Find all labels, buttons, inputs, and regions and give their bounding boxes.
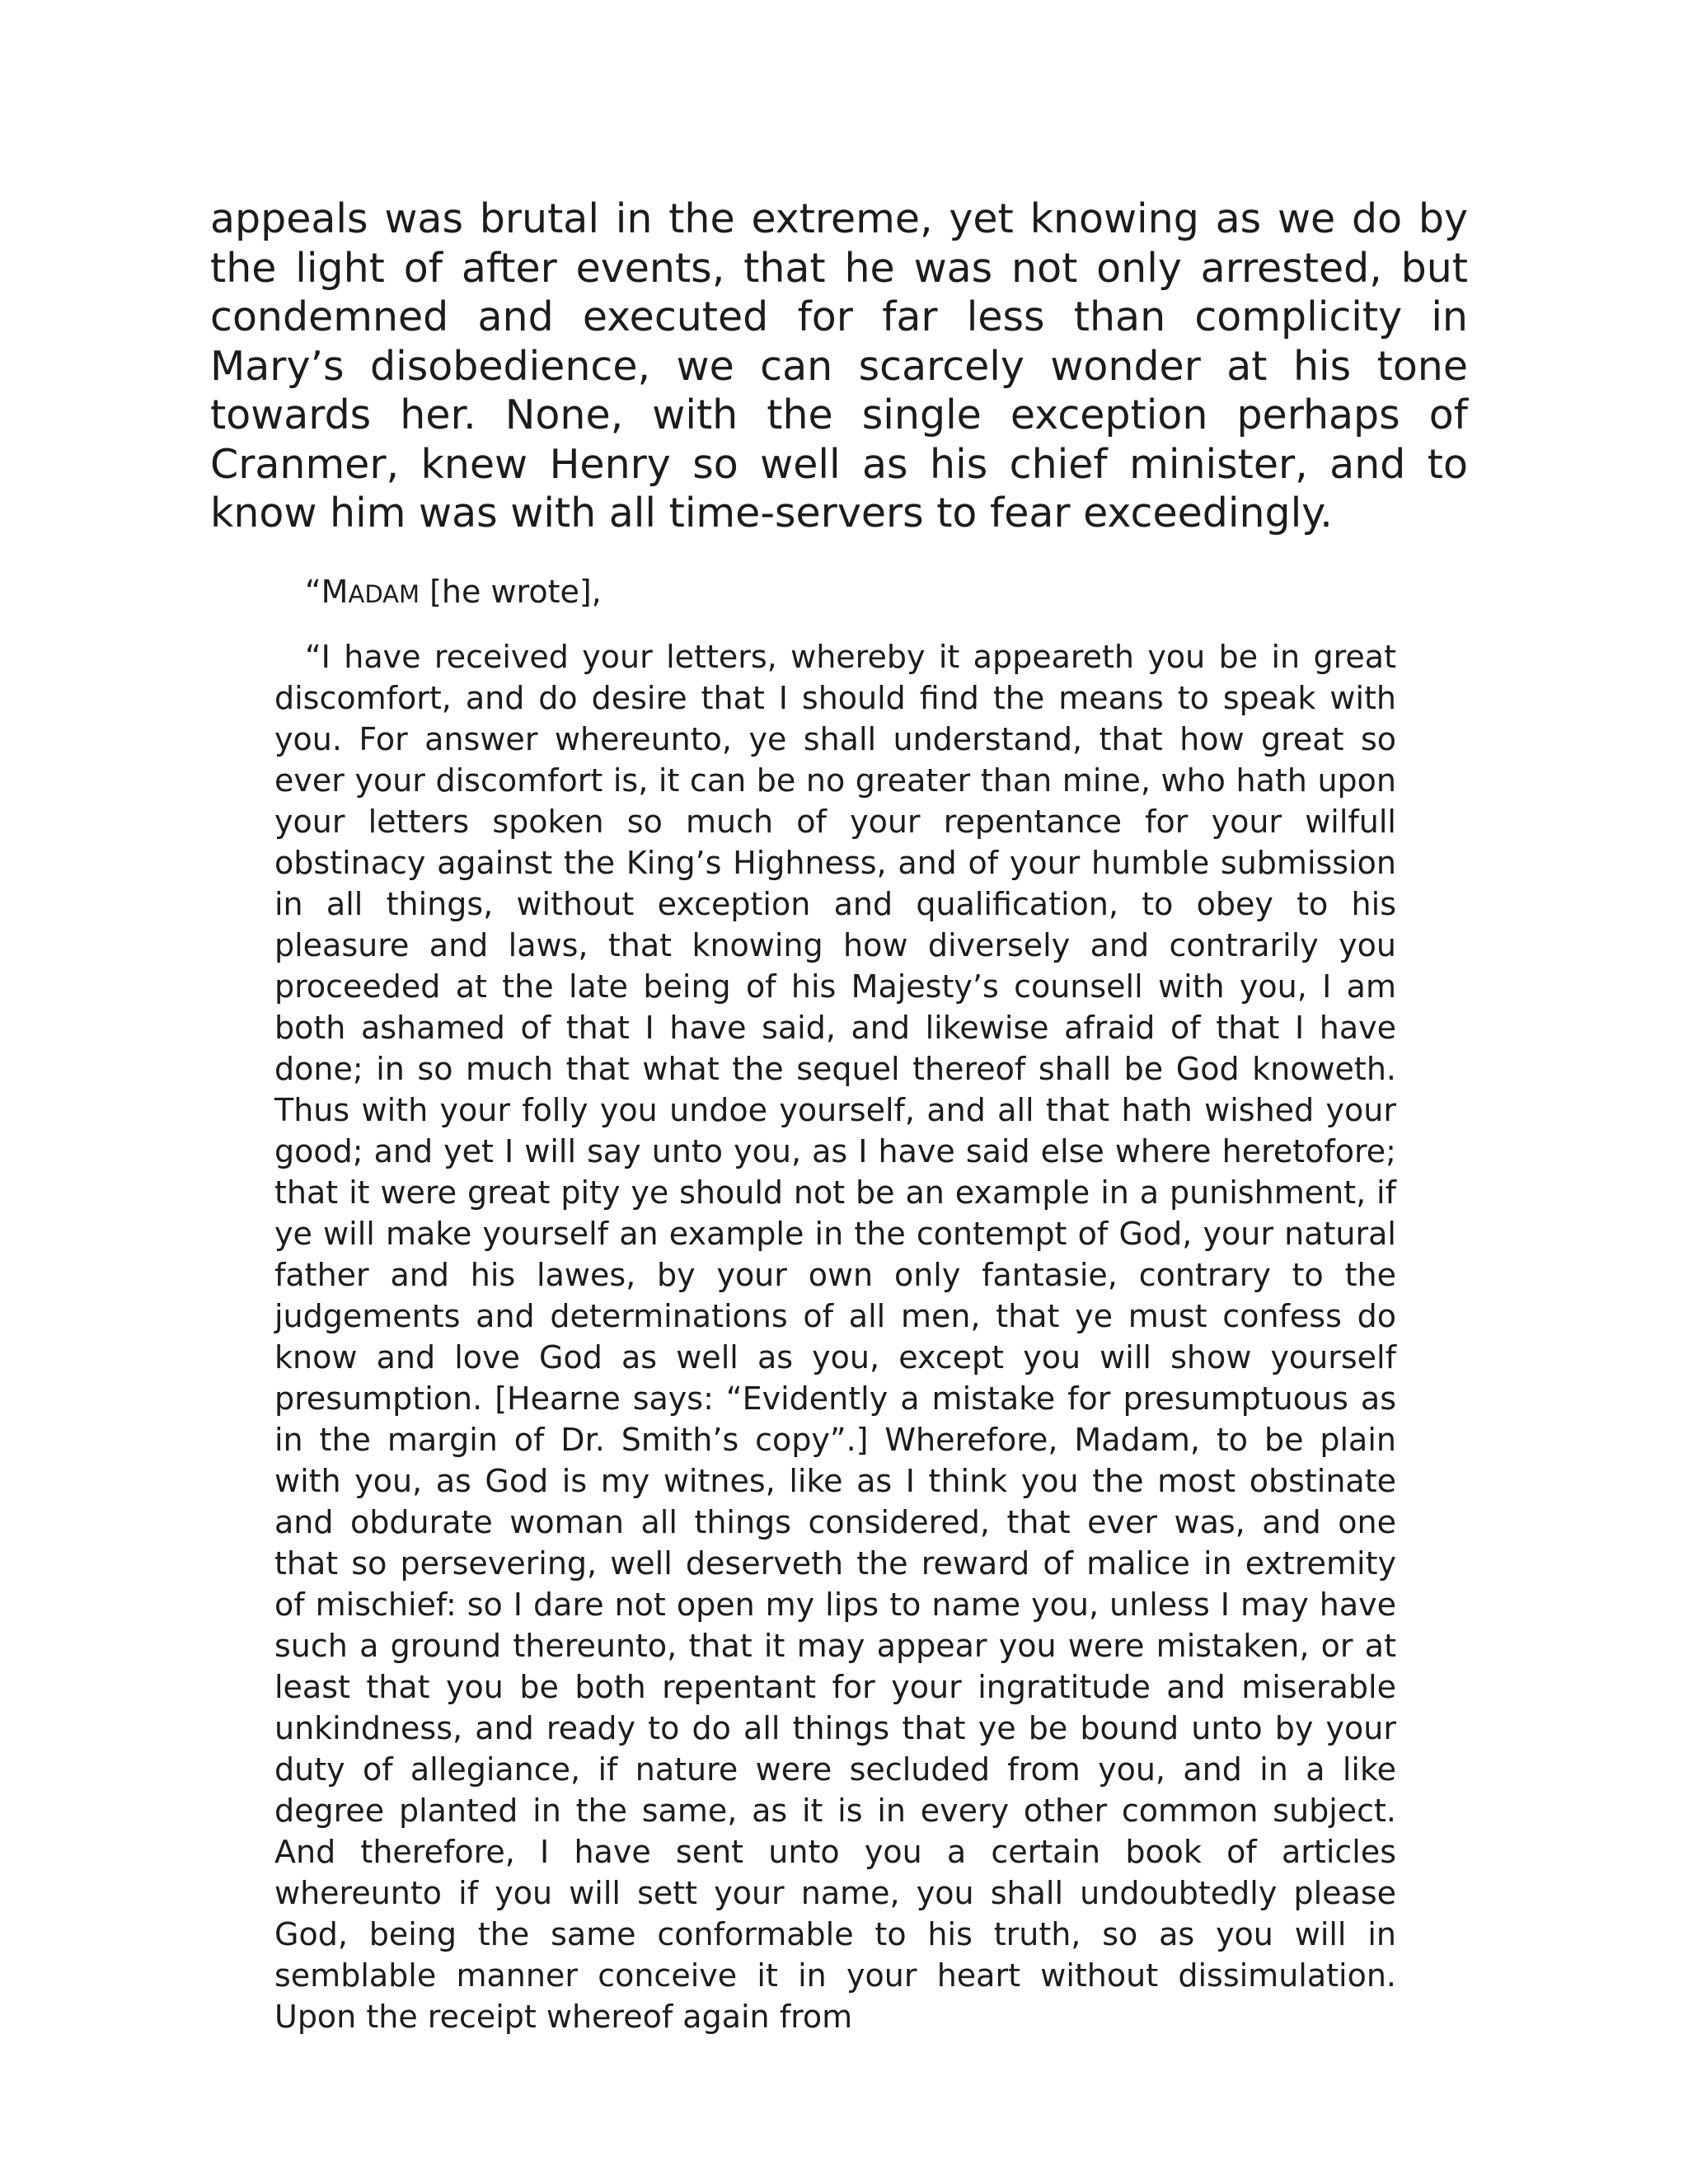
salutation-smallcaps: ADAM <box>348 580 420 608</box>
letter-body: “I have received your letters, whereby it appeareth you be in great discomfort, and do desire that I should find the means to speak with you. For answer whereunto, ye shall understand, that how great so ever your discomfort is, it can be no greater than mine, who hath upon your letters spoken so much of your repentance for your wilfull obstinacy against the King’s Highness, and of your humble submission in all things, without exception and qualification, to obey to his pleasure and laws, that knowing how diversely and contrarily you proceeded at the late being of his Majesty’s counsell with you, I am both ashamed of that I have said, and likewise afraid of that I have done; in so much that what the sequel thereof shall be God knoweth. Thus with your folly you undoe yourself, and all that hath wished your good; and yet I will say unto you, as I have said else where heretofore; that it were great pity ye should not be an example in a punishment, if ye will make yourself an example in the contempt of God, your natural father and his lawes, by your own only fantasie, contrary to the judgements and determinations of all men, that ye must confess do know and love God as well as you, except you will show yourself presumption. [Hearne says: “Evidently a mistake for presumptuous as in the margin of Dr. Smith’s copy”.] Wherefore, Madam, to be plain with you, as God is my witnes, like as I think you the most obstinate and obdurate woman all things considered, that ever was, and one that so persevering, well deserveth the reward of malice in extremity of mischief: so I dare not open my lips to name you, unless I may have such a ground thereunto, that it may appear you were mistaken, or at least that you be both repentant for your ingratitude and miserable unkindness, and ready to do all things that ye be bound unto by your duty of allegiance, if nature were secluded from you, and in a like degree planted in the same, as it is in every other common subject. And therefore, I have sent unto you a certain book of articles whereunto if you will sett your name, you shall undoubtedly please God, being the same conformable to his truth, so as you will in semblable manner conceive it in your heart without dissimulation. Upon the receipt whereof again from <box>274 639 1396 2035</box>
intro-paragraph: appeals was brutal in the extreme, yet knowing as we do by the light of after events, that he was not only arrested, but condemned and executed for far less than complicity in Mary’s disobedience, we can scarcely wonder at his tone towards her. None, with the single exception perhaps of Cranmer, knew Henry so well as his chief minister, and to know him was with all time-servers to fear exceedingly. <box>210 195 1468 537</box>
salutation-rest: [he wrote], <box>420 574 602 610</box>
letter-salutation <box>305 571 602 615</box>
salutation-open: “M <box>305 574 349 610</box>
